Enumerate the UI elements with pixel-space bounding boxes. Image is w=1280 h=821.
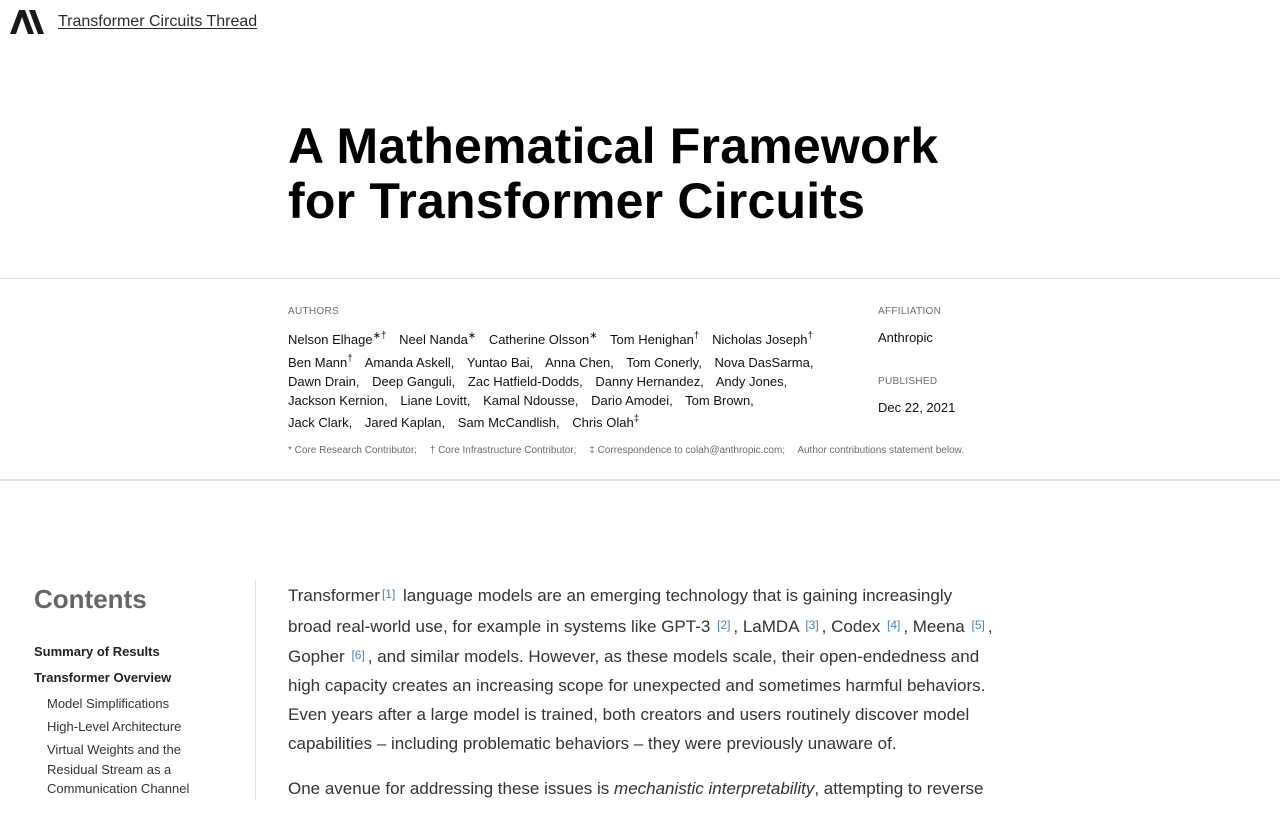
author-name-text: Ben Mann — [288, 354, 348, 370]
author-name[interactable] — [365, 415, 445, 430]
published-label: PUBLISHED — [878, 376, 938, 387]
body-text-run: , Codex — [821, 616, 885, 636]
author-name-text: Sam McCandlish, — [457, 414, 560, 430]
author-name-text: Yuntao Bai, — [466, 354, 534, 370]
author-mark: † — [347, 353, 353, 365]
author-name[interactable] — [399, 332, 476, 347]
author-name[interactable] — [468, 374, 583, 389]
author-name-text: Nicholas Joseph — [712, 332, 808, 348]
author-mark: ∗ — [589, 331, 598, 342]
footnote-contributions[interactable]: Author contributions statement below. — [797, 445, 965, 456]
toc-item-transformer-overview[interactable]: Transformer Overview — [34, 670, 172, 685]
intro-paragraph — [288, 580, 1000, 758]
author-name[interactable] — [288, 415, 352, 430]
footnote-core-research: * Core Research Contributor; — [288, 445, 417, 456]
author-name[interactable] — [489, 332, 598, 347]
author-name[interactable] — [610, 332, 699, 347]
article-title — [288, 119, 988, 229]
title-line: for Transformer Circuits — [288, 173, 866, 229]
author-name[interactable] — [483, 393, 578, 408]
author-name[interactable] — [685, 393, 754, 408]
author-name[interactable] — [591, 393, 673, 408]
thread-link[interactable]: Transformer Circuits Thread — [58, 13, 258, 30]
body-text-run: , Meena — [903, 616, 970, 636]
author-mark: ∗ — [467, 331, 477, 342]
author-name[interactable] — [288, 374, 360, 389]
author-name-text: Jared Kaplan, — [364, 414, 446, 430]
author-name[interactable] — [716, 374, 788, 389]
article-body — [288, 580, 1000, 821]
author-mark: † — [807, 331, 814, 342]
author-name[interactable] — [572, 415, 639, 430]
title-line: A Mathematical Framework — [288, 118, 939, 174]
author-name[interactable] — [714, 355, 813, 370]
author-name-text: Dario Amodei, — [591, 392, 673, 408]
toc-item-high-level-architecture[interactable]: High-Level Architecture — [47, 719, 182, 734]
author-name[interactable] — [288, 355, 353, 370]
authors-list — [288, 327, 828, 432]
author-name-text: Dawn Drain, — [288, 373, 360, 389]
published-date: Dec 22, 2021 — [878, 400, 956, 415]
byline — [0, 278, 1280, 481]
p2-prefix: One avenue for addressing these issues is — [288, 779, 615, 799]
author-name-text: Neel Nanda — [399, 332, 468, 348]
authors-label: AUTHORS — [288, 306, 339, 317]
citation-link[interactable]: [5] — [971, 617, 985, 632]
author-name[interactable] — [467, 355, 534, 370]
body-text-run: , and similar models. However, as these models scale, their open-endedness and high capacity creates an increasing scope for unexpected and sometimes harmful behaviors. Even years after a large model is trained, both creators and users routinely discover model capabilities – including problematic behaviors – they were previously unaware of. — [288, 647, 986, 753]
author-name-text: Chris Olah — [572, 414, 634, 430]
citation-link[interactable]: [2] — [717, 617, 731, 632]
author-name[interactable] — [288, 332, 387, 347]
author-name-text: Amanda Askell, — [364, 354, 455, 370]
author-name[interactable] — [365, 355, 455, 370]
toc-item-summary-of-results[interactable]: Summary of Results — [34, 644, 160, 659]
toc-divider — [255, 580, 256, 800]
author-mark: † — [693, 331, 700, 342]
toc-title: Contents — [34, 584, 147, 614]
author-name-text: Liane Lovitt, — [400, 392, 471, 408]
author-name[interactable] — [626, 355, 702, 370]
author-name-text: Tom Henighan — [610, 332, 694, 348]
author-name-text: Kamal Ndousse, — [483, 392, 579, 408]
toc-item-virtual-weights[interactable]: Virtual Weights and the Residual Stream as a Communication Channel — [47, 742, 190, 796]
body-text-run: , LaMDA — [733, 616, 804, 636]
author-name-text: Zac Hatfield-Dodds, — [467, 373, 583, 389]
anthropic-logo-icon[interactable] — [10, 10, 44, 34]
author-name[interactable] — [458, 415, 560, 430]
body-text-run: Transformer — [288, 586, 380, 605]
toc-item-model-simplifications[interactable]: Model Simplifications — [47, 696, 170, 711]
affiliation-value[interactable]: Anthropic — [878, 330, 933, 345]
p2-emphasis: mechanistic interpretability — [614, 779, 815, 799]
author-name-text: Jackson Kernion, — [288, 392, 388, 408]
author-name-text: Danny Hernandez, — [595, 373, 704, 389]
author-mark: ∗† — [372, 331, 387, 342]
table-of-contents — [34, 580, 255, 800]
author-name-text: Nova DasSarma, — [714, 354, 814, 370]
author-name-text: Andy Jones, — [715, 373, 788, 389]
author-name-text: Anna Chen, — [545, 354, 614, 370]
author-footnotes — [288, 445, 974, 456]
citation-link[interactable]: [1] — [381, 587, 396, 601]
citation-link[interactable]: [3] — [805, 617, 819, 632]
author-name-text: Jack Clark, — [288, 414, 353, 430]
body-text-run: language models are an emerging technology that is gaining increasingly broad real-world use, for example in systems like GPT-3 — [288, 586, 953, 636]
author-name[interactable] — [372, 374, 455, 389]
body-text-run: , Gopher — [288, 616, 993, 667]
author-name-text: Nelson Elhage — [288, 332, 373, 348]
author-name[interactable] — [595, 374, 703, 389]
citation-link[interactable]: [6] — [351, 648, 365, 663]
author-name[interactable] — [400, 393, 470, 408]
top-bar — [0, 0, 1280, 48]
footnote-correspondence[interactable]: ‡ Correspondence to colah@anthropic.com; — [589, 445, 786, 456]
author-name[interactable] — [545, 355, 614, 370]
citation-link[interactable]: [4] — [886, 617, 901, 632]
p2-suffix: , attempting to reverse — [814, 779, 984, 799]
author-name-text: Catherine Olsson — [488, 332, 590, 348]
author-name-text: Deep Ganguli, — [372, 373, 456, 389]
author-mark: ‡ — [633, 413, 640, 425]
author-name[interactable] — [712, 332, 813, 347]
author-name-text: Tom Conerly, — [626, 354, 702, 370]
affiliation-label: AFFILIATION — [878, 306, 942, 317]
author-name-text: Tom Brown, — [685, 392, 754, 408]
footnote-core-infra: † Core Infrastructure Contributor; — [429, 445, 577, 456]
author-name[interactable] — [288, 393, 388, 408]
